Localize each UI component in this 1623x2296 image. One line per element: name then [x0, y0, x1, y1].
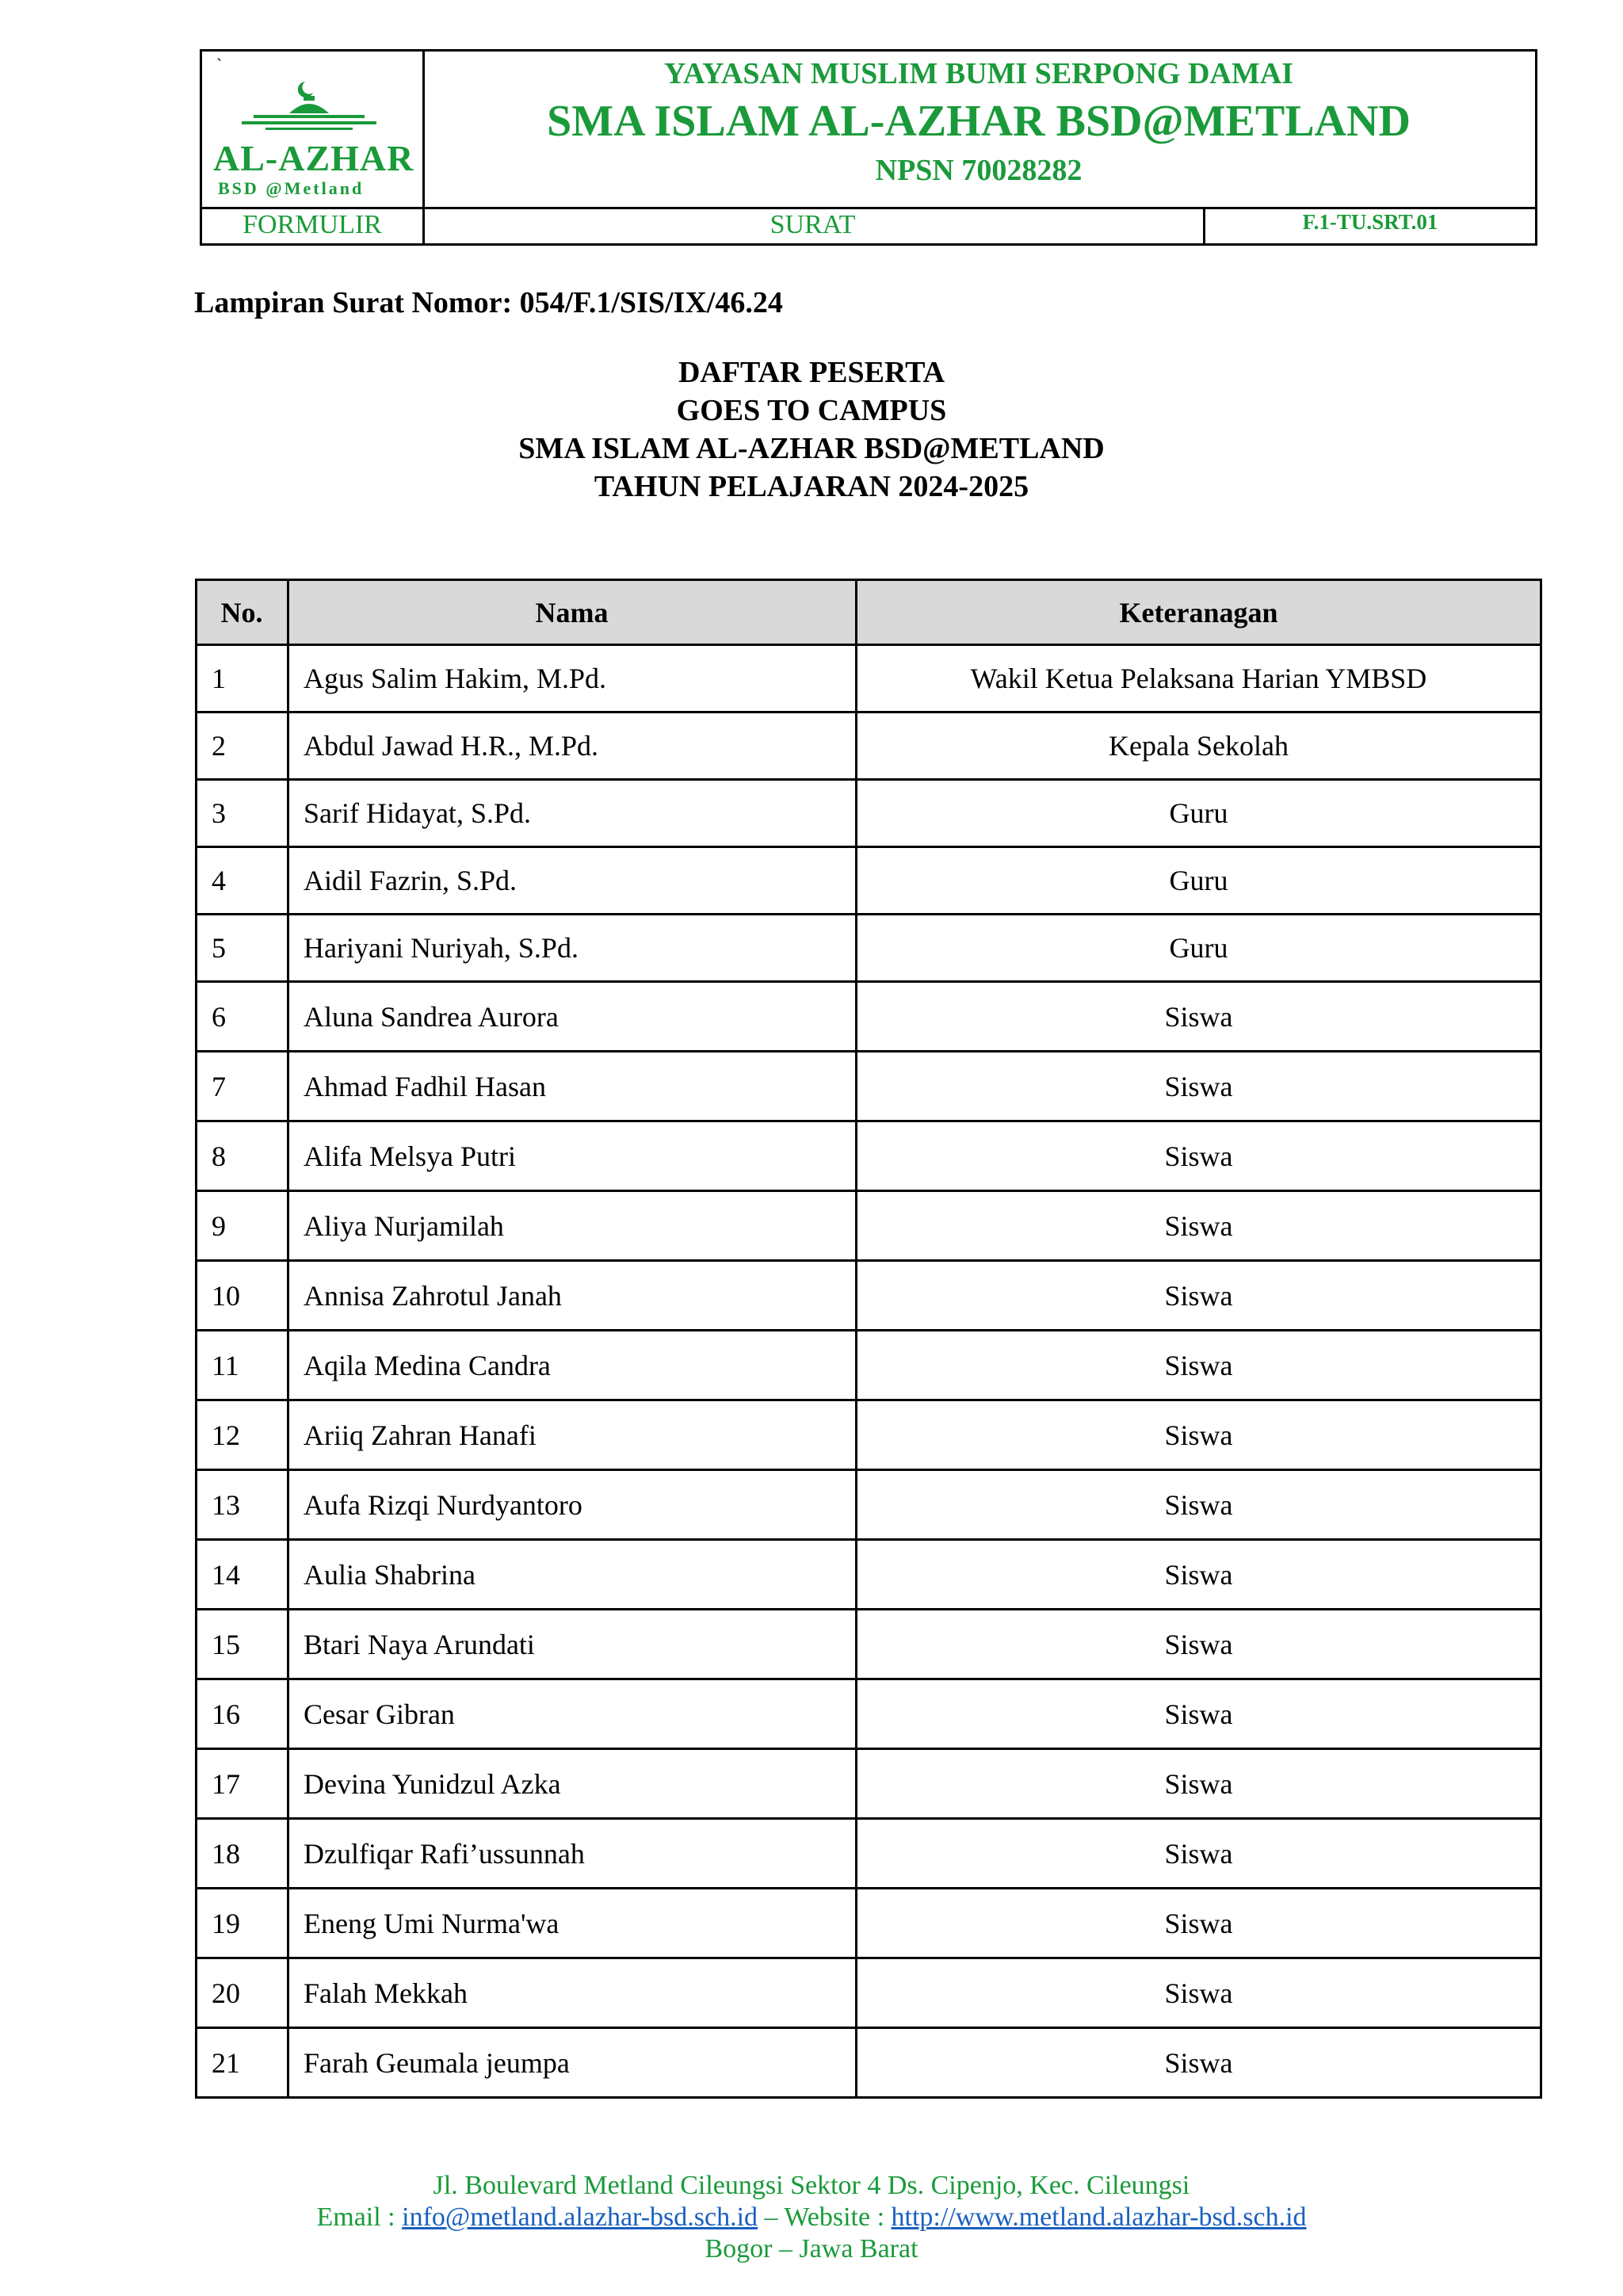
row-number: 4	[197, 847, 288, 915]
logo-tick: `	[216, 55, 223, 74]
table-row	[197, 1610, 1541, 1679]
row-number: 9	[197, 1191, 288, 1261]
table-row	[197, 1331, 1541, 1400]
table-row	[197, 1819, 1541, 1889]
website-link[interactable]: http://www.metland.alazhar-bsd.sch.id	[891, 2202, 1307, 2232]
row-name: Cesar Gibran	[288, 1679, 857, 1749]
row-remark: Siswa	[857, 1191, 1541, 1261]
row-name: Agus Salim Hakim, M.Pd.	[288, 645, 857, 712]
form-code: F.1-TU.SRT.01	[1302, 210, 1438, 234]
row-remark: Siswa	[857, 2028, 1541, 2098]
footer-address: Jl. Boulevard Metland Cileungsi Sektor 4 Ds. Cipenjo, Kec. Cileungsi	[433, 2171, 1190, 2200]
row-name: Dzulfiqar Rafi’ussunnah	[288, 1819, 857, 1889]
row-remark: Guru	[857, 915, 1541, 982]
title-cell	[422, 52, 1535, 207]
row-number: 11	[197, 1331, 288, 1400]
row-name: Ariiq Zahran Hanafi	[288, 1400, 857, 1470]
row-remark: Siswa	[857, 1400, 1541, 1470]
row-remark: Siswa	[857, 1889, 1541, 1958]
table-row	[197, 1958, 1541, 2028]
row-remark: Siswa	[857, 1958, 1541, 2028]
website-prefix: – Website :	[758, 2202, 892, 2232]
heading-line-1: DAFTAR PESERTA	[678, 356, 945, 389]
table-row	[197, 1679, 1541, 1749]
table-row	[197, 780, 1541, 847]
footer	[0, 2170, 1623, 2265]
document-heading	[0, 353, 1623, 506]
logo-cell	[202, 52, 425, 207]
heading-line-3: SMA ISLAM AL-AZHAR BSD@METLAND	[518, 432, 1105, 465]
row-remark: Siswa	[857, 1470, 1541, 1540]
table-row	[197, 1400, 1541, 1470]
row-number: 5	[197, 915, 288, 982]
row-number: 6	[197, 982, 288, 1052]
form-label: FORMULIR	[202, 207, 425, 243]
row-remark: Siswa	[857, 1052, 1541, 1121]
row-number: 15	[197, 1610, 288, 1679]
row-number: 17	[197, 1749, 288, 1819]
row-name: Ahmad Fadhil Hasan	[288, 1052, 857, 1121]
row-name: Aliya Nurjamilah	[288, 1191, 857, 1261]
row-number: 8	[197, 1121, 288, 1191]
row-number: 1	[197, 645, 288, 712]
table-row	[197, 982, 1541, 1052]
table-row	[197, 1540, 1541, 1610]
form-info-row	[202, 207, 1535, 243]
header-nama: Nama	[288, 580, 857, 645]
row-number: 12	[197, 1400, 288, 1470]
row-number: 10	[197, 1261, 288, 1331]
row-remark: Guru	[857, 780, 1541, 847]
table-row	[197, 1121, 1541, 1191]
row-name: Annisa Zahrotul Janah	[288, 1261, 857, 1331]
row-remark: Siswa	[857, 1121, 1541, 1191]
table-row	[197, 712, 1541, 780]
row-name: Aidil Fazrin, S.Pd.	[288, 847, 857, 915]
table-row	[197, 645, 1541, 712]
row-remark: Siswa	[857, 1610, 1541, 1679]
row-remark: Wakil Ketua Pelaksana Harian YMBSD	[857, 645, 1541, 712]
row-number: 16	[197, 1679, 288, 1749]
row-remark: Kepala Sekolah	[857, 712, 1541, 780]
row-number: 19	[197, 1889, 288, 1958]
row-number: 18	[197, 1819, 288, 1889]
row-remark: Siswa	[857, 1749, 1541, 1819]
table-row	[197, 1052, 1541, 1121]
row-name: Aqila Medina Candra	[288, 1331, 857, 1400]
row-number: 21	[197, 2028, 288, 2098]
heading-line-2: GOES TO CAMPUS	[676, 394, 947, 427]
school-name: SMA ISLAM AL-AZHAR BSD@METLAND	[547, 97, 1411, 146]
row-number: 3	[197, 780, 288, 847]
table-row	[197, 1470, 1541, 1540]
mosque-logo-icon	[210, 77, 408, 140]
table-row	[197, 1749, 1541, 1819]
form-type: SURAT	[422, 207, 1205, 243]
row-number: 13	[197, 1470, 288, 1540]
header-keterangan: Keteranagan	[857, 580, 1541, 645]
participant-table	[195, 579, 1542, 2099]
row-name: Hariyani Nuriyah, S.Pd.	[288, 915, 857, 982]
table-row	[197, 1191, 1541, 1261]
logo-subtitle: BSD @Metland	[218, 178, 365, 198]
footer-city: Bogor – Jawa Barat	[705, 2234, 918, 2264]
footer-contact	[0, 2202, 1623, 2233]
letterhead	[200, 49, 1537, 246]
header-no: No.	[197, 580, 288, 645]
table-row	[197, 915, 1541, 982]
table-header-row	[197, 580, 1541, 645]
row-remark: Siswa	[857, 1331, 1541, 1400]
row-name: Falah Mekkah	[288, 1958, 857, 2028]
row-name: Aulia Shabrina	[288, 1540, 857, 1610]
letterhead-top	[202, 52, 1535, 209]
row-remark: Siswa	[857, 1261, 1541, 1331]
table-row	[197, 1261, 1541, 1331]
attachment-number: Lampiran Surat Nomor: 054/F.1/SIS/IX/46.24	[194, 286, 783, 319]
row-number: 20	[197, 1958, 288, 2028]
row-name: Abdul Jawad H.R., M.Pd.	[288, 712, 857, 780]
email-prefix: Email :	[316, 2202, 403, 2232]
row-remark: Siswa	[857, 982, 1541, 1052]
row-name: Farah Geumala jeumpa	[288, 2028, 857, 2098]
email-link[interactable]: info@metland.alazhar-bsd.sch.id	[402, 2202, 758, 2232]
row-remark: Guru	[857, 847, 1541, 915]
row-remark: Siswa	[857, 1819, 1541, 1889]
row-name: Eneng Umi Nurma'wa	[288, 1889, 857, 1958]
row-name: Aluna Sandrea Aurora	[288, 982, 857, 1052]
row-name: Alifa Melsya Putri	[288, 1121, 857, 1191]
heading-line-4: TAHUN PELAJARAN 2024-2025	[594, 470, 1029, 503]
npsn: NPSN 70028282	[875, 154, 1083, 187]
row-number: 7	[197, 1052, 288, 1121]
row-name: Devina Yunidzul Azka	[288, 1749, 857, 1819]
row-name: Aufa Rizqi Nurdyantoro	[288, 1470, 857, 1540]
row-name: Sarif Hidayat, S.Pd.	[288, 780, 857, 847]
table-body	[197, 645, 1541, 2098]
row-number: 2	[197, 712, 288, 780]
row-remark: Siswa	[857, 1679, 1541, 1749]
row-name: Btari Naya Arundati	[288, 1610, 857, 1679]
table-row	[197, 847, 1541, 915]
row-remark: Siswa	[857, 1540, 1541, 1610]
table-row	[197, 1889, 1541, 1958]
row-number: 14	[197, 1540, 288, 1610]
foundation-name: YAYASAN MUSLIM BUMI SERPONG DAMAI	[664, 57, 1293, 90]
table-row	[197, 2028, 1541, 2098]
logo-wordmark: AL-AZHAR	[213, 138, 414, 178]
